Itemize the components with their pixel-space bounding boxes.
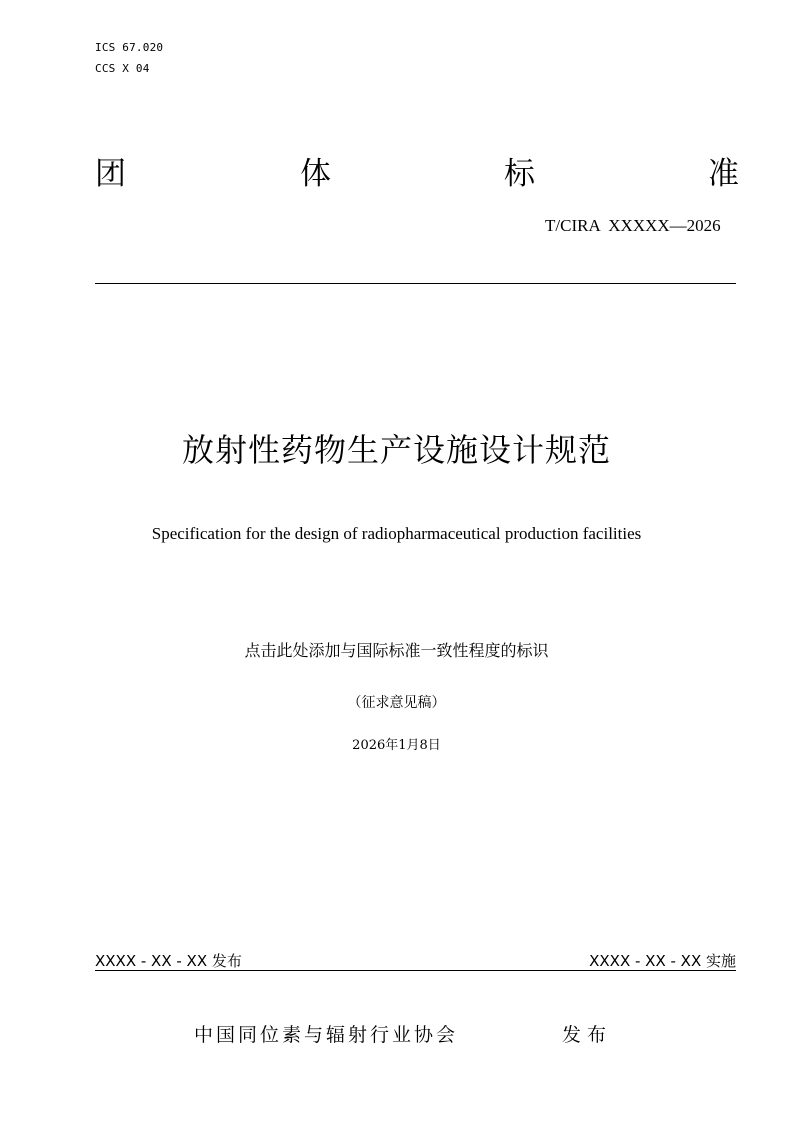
ics-code: ICS 67.020 bbox=[95, 41, 164, 54]
issuer-action: 发布 bbox=[562, 1024, 613, 1046]
release-date: XXXX - XX - XX 发布 bbox=[95, 952, 242, 970]
draft-date: 2026年1月8日 bbox=[352, 738, 441, 753]
standard-code: T/CIRA XXXXX—2026 bbox=[545, 216, 721, 235]
standard-type-char-2: 体 bbox=[300, 156, 331, 192]
implementation-date: XXXX - XX - XX 实施 bbox=[589, 952, 736, 970]
document-title-cn: 放射性药物生产设施设计规范 bbox=[181, 431, 611, 469]
document-title-en: Specification for the design of radiopharmaceutical production facilities bbox=[151, 524, 642, 543]
standard-type-char-1: 团 bbox=[95, 156, 126, 192]
conformity-note[interactable]: 点击此处添加与国际标准一致性程度的标识 bbox=[244, 641, 549, 660]
bottom-divider bbox=[95, 970, 736, 971]
standard-type-char-4: 准 bbox=[708, 156, 739, 192]
standard-type-char-3: 标 bbox=[504, 156, 535, 192]
draft-status: （征求意见稿） bbox=[347, 695, 446, 711]
issuer-name: 中国同位素与辐射行业协会 bbox=[194, 1024, 459, 1046]
ccs-code: CCS X 04 bbox=[95, 62, 150, 75]
top-divider bbox=[95, 283, 736, 284]
